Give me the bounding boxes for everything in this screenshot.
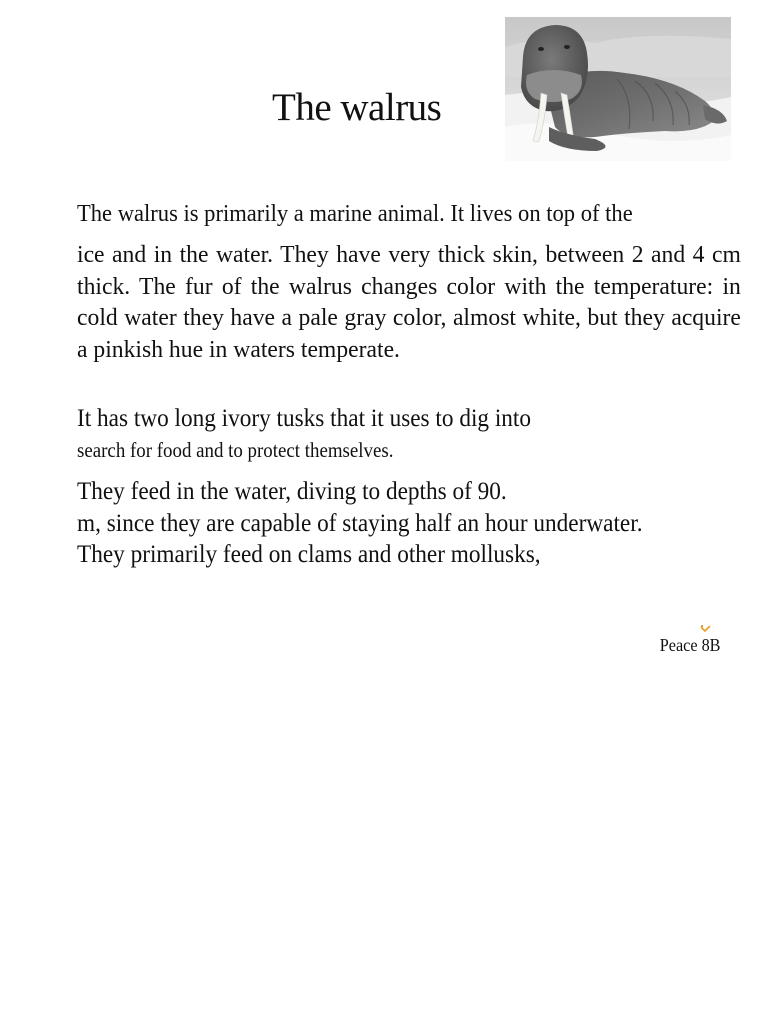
walrus-photo <box>505 17 731 161</box>
page-title: The walrus <box>272 86 442 129</box>
paragraph-feeding <box>77 476 704 571</box>
paragraph-feeding-line-3: They primarily feed on clams and other mollusks, <box>77 541 541 568</box>
paragraph-feeding-line-2: m, since they are capable of staying half an hour underwater. <box>77 509 643 537</box>
paragraph-tusks-line-1: It has two long ivory tusks that it uses to dig into <box>77 405 532 432</box>
paragraph-feeding-line-1: They feed in the water, diving to depths of 90. <box>77 478 507 505</box>
paragraph-tusks-line-2: search for food and to protect themselves. <box>77 438 394 462</box>
small-star-icon <box>699 624 713 634</box>
author-signature: Peace 8B <box>659 635 720 655</box>
paragraph-habitat-intro: The walrus is primarily a marine animal. It lives on top of the <box>77 201 633 227</box>
paragraph-skin-and-fur: ice and in the water. They have very thick skin, between 2 and 4 cm thick. The fur of the walrus changes color with the temperature: in cold water they have a pale gray color, almost white, but they acquire a pinkish hue in waters temperate. <box>77 242 741 363</box>
